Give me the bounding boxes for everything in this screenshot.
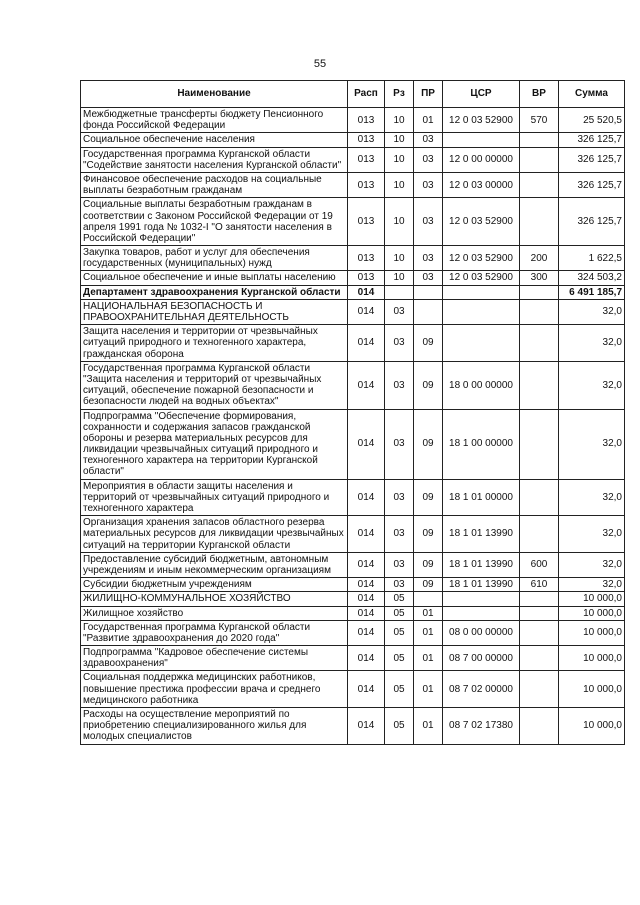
row-csr-cell: 12 0 03 52900 [443, 108, 520, 133]
row-name-cell: Межбюджетные трансферты бюджету Пенсионного фонда Российской Федерации [81, 108, 348, 133]
row-pr-cell: 01 [414, 671, 443, 708]
table-row [81, 133, 625, 147]
row-rasp-cell: 014 [348, 646, 385, 671]
row-sum-cell: 326 125,7 [559, 198, 625, 246]
row-sum-cell: 32,0 [559, 299, 625, 324]
row-csr-cell: 12 0 00 00000 [443, 147, 520, 172]
row-csr-cell: 08 7 02 00000 [443, 671, 520, 708]
row-pr-cell: 09 [414, 552, 443, 577]
table-row [81, 671, 625, 708]
row-sum-cell: 10 000,0 [559, 592, 625, 606]
row-pr-cell: 09 [414, 479, 443, 516]
row-sum-cell: 1 622,5 [559, 246, 625, 271]
row-name-cell: Социальная поддержка медицинских работников, повышение престижа профессии врача и среднего медицинского работника [81, 671, 348, 708]
row-vr-cell [520, 325, 559, 362]
row-rasp-cell: 013 [348, 198, 385, 246]
row-rasp-cell: 014 [348, 606, 385, 620]
table-row [81, 285, 625, 299]
row-sum-cell: 32,0 [559, 578, 625, 592]
row-vr-cell [520, 592, 559, 606]
row-csr-cell [443, 592, 520, 606]
row-name-cell: Защита населения и территории от чрезвычайных ситуаций природного и техногенного характера, гражданская оборона [81, 325, 348, 362]
row-vr-cell [520, 198, 559, 246]
table-row [81, 646, 625, 671]
row-rasp-cell: 014 [348, 299, 385, 324]
row-rz-cell: 10 [385, 147, 414, 172]
row-rasp-cell: 014 [348, 361, 385, 409]
row-vr-cell: 600 [520, 552, 559, 577]
row-vr-cell [520, 172, 559, 197]
row-vr-cell: 200 [520, 246, 559, 271]
page-number: 55 [313, 58, 327, 70]
row-name-cell: НАЦИОНАЛЬНАЯ БЕЗОПАСНОСТЬ И ПРАВООХРАНИТЕЛЬНАЯ ДЕЯТЕЛЬНОСТЬ [81, 299, 348, 324]
row-csr-cell [443, 285, 520, 299]
row-vr-cell [520, 361, 559, 409]
row-rasp-cell: 014 [348, 479, 385, 516]
header-rasp: Расп [348, 81, 385, 108]
row-csr-cell: 08 0 00 00000 [443, 620, 520, 645]
row-pr-cell: 01 [414, 646, 443, 671]
table-row [81, 516, 625, 553]
row-rasp-cell: 014 [348, 285, 385, 299]
row-pr-cell [414, 592, 443, 606]
row-pr-cell: 09 [414, 516, 443, 553]
row-csr-cell [443, 606, 520, 620]
table-header-row [81, 81, 625, 108]
row-rz-cell: 05 [385, 606, 414, 620]
row-rz-cell: 03 [385, 578, 414, 592]
row-name-cell: Жилищное хозяйство [81, 606, 348, 620]
row-rz-cell: 05 [385, 620, 414, 645]
row-rz-cell: 05 [385, 671, 414, 708]
row-name-cell: Расходы на осуществление мероприятий по приобретению специализированного жилья для молодых специалистов [81, 708, 348, 745]
row-vr-cell [520, 606, 559, 620]
row-csr-cell: 08 7 02 17380 [443, 708, 520, 745]
row-rasp-cell: 014 [348, 325, 385, 362]
row-rz-cell: 10 [385, 198, 414, 246]
row-pr-cell: 03 [414, 246, 443, 271]
row-name-cell: Департамент здравоохранения Курганской области [81, 285, 348, 299]
row-sum-cell: 324 503,2 [559, 271, 625, 285]
row-vr-cell [520, 299, 559, 324]
table-row [81, 361, 625, 409]
row-rz-cell: 03 [385, 552, 414, 577]
row-pr-cell: 01 [414, 108, 443, 133]
header-rz: Рз [385, 81, 414, 108]
row-rasp-cell: 013 [348, 271, 385, 285]
row-csr-cell: 18 0 00 00000 [443, 361, 520, 409]
header-csr: ЦСР [443, 81, 520, 108]
table-row [81, 578, 625, 592]
table-row [81, 299, 625, 324]
row-rz-cell: 05 [385, 708, 414, 745]
row-csr-cell [443, 133, 520, 147]
row-pr-cell: 01 [414, 708, 443, 745]
row-rasp-cell: 013 [348, 147, 385, 172]
row-vr-cell [520, 671, 559, 708]
row-pr-cell: 03 [414, 198, 443, 246]
table-row [81, 409, 625, 479]
row-csr-cell: 18 1 00 00000 [443, 409, 520, 479]
row-rasp-cell: 014 [348, 552, 385, 577]
row-rasp-cell: 014 [348, 592, 385, 606]
table-row [81, 271, 625, 285]
row-vr-cell [520, 646, 559, 671]
row-sum-cell: 32,0 [559, 409, 625, 479]
row-vr-cell [520, 285, 559, 299]
header-name: Наименование [81, 81, 348, 108]
row-name-cell: Подпрограмма "Обеспечение формирования, сохранности и содержания запасов гражданской обороны и резерва материальных ресурсов для ликвидации чрезвычайных ситуаций природного и техногенного характера на территории Курганской области" [81, 409, 348, 479]
table-row [81, 552, 625, 577]
row-sum-cell: 25 520,5 [559, 108, 625, 133]
row-vr-cell: 570 [520, 108, 559, 133]
row-vr-cell [520, 479, 559, 516]
row-name-cell: ЖИЛИЩНО-КОММУНАЛЬНОЕ ХОЗЯЙСТВО [81, 592, 348, 606]
row-rz-cell: 05 [385, 646, 414, 671]
row-rz-cell [385, 285, 414, 299]
row-vr-cell [520, 516, 559, 553]
row-csr-cell [443, 299, 520, 324]
row-sum-cell: 32,0 [559, 516, 625, 553]
table-row [81, 172, 625, 197]
row-rasp-cell: 013 [348, 133, 385, 147]
row-name-cell: Мероприятия в области защиты населения и территорий от чрезвычайных ситуаций природного и техногенного характера [81, 479, 348, 516]
row-rasp-cell: 014 [348, 516, 385, 553]
row-csr-cell: 18 1 01 00000 [443, 479, 520, 516]
row-pr-cell: 03 [414, 172, 443, 197]
row-rz-cell: 03 [385, 299, 414, 324]
row-rz-cell: 10 [385, 271, 414, 285]
header-vr: ВР [520, 81, 559, 108]
row-name-cell: Закупка товаров, работ и услуг для обеспечения государственных (муниципальных) нужд [81, 246, 348, 271]
row-sum-cell: 32,0 [559, 361, 625, 409]
row-sum-cell: 32,0 [559, 552, 625, 577]
row-rasp-cell: 014 [348, 578, 385, 592]
header-sum: Сумма [559, 81, 625, 108]
row-sum-cell: 32,0 [559, 479, 625, 516]
table-row [81, 246, 625, 271]
row-vr-cell: 300 [520, 271, 559, 285]
row-sum-cell: 10 000,0 [559, 671, 625, 708]
row-rz-cell: 03 [385, 479, 414, 516]
row-rz-cell: 03 [385, 325, 414, 362]
row-name-cell: Социальное обеспечение населения [81, 133, 348, 147]
row-rasp-cell: 014 [348, 708, 385, 745]
row-pr-cell: 09 [414, 578, 443, 592]
table-body [81, 108, 625, 745]
table-row [81, 479, 625, 516]
row-pr-cell [414, 285, 443, 299]
row-sum-cell: 10 000,0 [559, 646, 625, 671]
table-row [81, 606, 625, 620]
row-vr-cell [520, 708, 559, 745]
row-csr-cell: 12 0 03 52900 [443, 271, 520, 285]
row-name-cell: Подпрограмма "Кадровое обеспечение системы здравоохранения" [81, 646, 348, 671]
row-pr-cell: 09 [414, 409, 443, 479]
row-sum-cell: 10 000,0 [559, 620, 625, 645]
table-row [81, 325, 625, 362]
header-pr: ПР [414, 81, 443, 108]
table-row [81, 592, 625, 606]
row-csr-cell [443, 325, 520, 362]
row-pr-cell: 01 [414, 620, 443, 645]
row-sum-cell: 32,0 [559, 325, 625, 362]
row-pr-cell: 09 [414, 361, 443, 409]
row-name-cell: Субсидии бюджетным учреждениям [81, 578, 348, 592]
row-rz-cell: 03 [385, 361, 414, 409]
row-pr-cell [414, 299, 443, 324]
row-sum-cell: 326 125,7 [559, 172, 625, 197]
row-vr-cell [520, 147, 559, 172]
row-csr-cell: 18 1 01 13990 [443, 578, 520, 592]
row-pr-cell: 09 [414, 325, 443, 362]
row-rz-cell: 05 [385, 592, 414, 606]
row-rasp-cell: 013 [348, 172, 385, 197]
row-name-cell: Государственная программа Курганской области "Защита населения и территорий от чрезвычайных ситуаций, обеспечение пожарной безопасности и безопасности людей на водных объектах" [81, 361, 348, 409]
row-name-cell: Организация хранения запасов областного резерва материальных ресурсов для ликвидации чрезвычайных ситуаций на территории Курганской области [81, 516, 348, 553]
row-rz-cell: 03 [385, 516, 414, 553]
table-row [81, 147, 625, 172]
row-pr-cell: 03 [414, 271, 443, 285]
row-name-cell: Финансовое обеспечение расходов на социальные выплаты безработным гражданам [81, 172, 348, 197]
row-rasp-cell: 014 [348, 671, 385, 708]
row-sum-cell: 326 125,7 [559, 133, 625, 147]
row-rz-cell: 10 [385, 133, 414, 147]
row-csr-cell: 12 0 03 00000 [443, 172, 520, 197]
row-name-cell: Государственная программа Курганской области "Содействие занятости населения Курганской области" [81, 147, 348, 172]
row-sum-cell: 10 000,0 [559, 606, 625, 620]
budget-table [80, 80, 625, 745]
row-rasp-cell: 013 [348, 246, 385, 271]
table-row [81, 620, 625, 645]
row-rasp-cell: 014 [348, 620, 385, 645]
row-name-cell: Социальное обеспечение и иные выплаты населению [81, 271, 348, 285]
row-rz-cell: 03 [385, 409, 414, 479]
row-csr-cell: 12 0 03 52900 [443, 198, 520, 246]
row-rz-cell: 10 [385, 246, 414, 271]
row-csr-cell: 18 1 01 13990 [443, 552, 520, 577]
row-vr-cell [520, 133, 559, 147]
row-pr-cell: 03 [414, 133, 443, 147]
row-rz-cell: 10 [385, 172, 414, 197]
row-name-cell: Предоставление субсидий бюджетным, автономным учреждениям и иным некоммерческим организациям [81, 552, 348, 577]
row-csr-cell: 12 0 03 52900 [443, 246, 520, 271]
table-row [81, 108, 625, 133]
row-vr-cell [520, 620, 559, 645]
row-sum-cell: 10 000,0 [559, 708, 625, 745]
row-rasp-cell: 014 [348, 409, 385, 479]
row-rz-cell: 10 [385, 108, 414, 133]
row-sum-cell: 326 125,7 [559, 147, 625, 172]
row-csr-cell: 18 1 01 13990 [443, 516, 520, 553]
row-name-cell: Государственная программа Курганской области "Развитие здравоохранения до 2020 года" [81, 620, 348, 645]
row-rasp-cell: 013 [348, 108, 385, 133]
row-name-cell: Социальные выплаты безработным гражданам в соответствии с Законом Российской Федерации от 19 апреля 1991 года № 1032-I "О занятости населения в Российской Федерации" [81, 198, 348, 246]
row-sum-cell: 6 491 185,7 [559, 285, 625, 299]
row-vr-cell [520, 409, 559, 479]
row-csr-cell: 08 7 00 00000 [443, 646, 520, 671]
row-pr-cell: 01 [414, 606, 443, 620]
row-pr-cell: 03 [414, 147, 443, 172]
row-vr-cell: 610 [520, 578, 559, 592]
table-row [81, 198, 625, 246]
table-row [81, 708, 625, 745]
